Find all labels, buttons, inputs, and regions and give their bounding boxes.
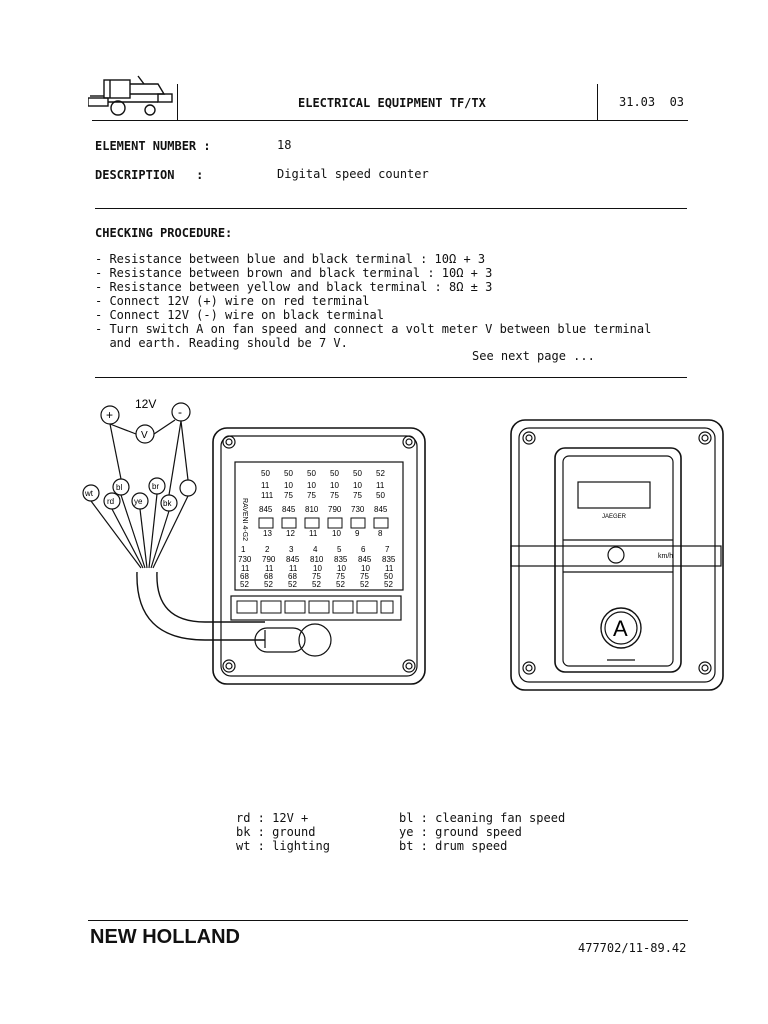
terminal-value: 730 <box>238 555 252 564</box>
see-next-page: See next page ... <box>472 349 595 363</box>
wire-label: bk <box>163 499 172 508</box>
document-title: ELECTRICAL EQUIPMENT TF/TX <box>298 96 486 110</box>
terminal-value: 75 <box>360 572 369 581</box>
terminal-value: 1 <box>241 545 246 554</box>
terminal-value: 50 <box>284 469 293 478</box>
terminal-value: 10 <box>330 481 339 490</box>
terminal-value: 845 <box>374 505 388 514</box>
combine-harvester-icon <box>88 72 174 118</box>
terminal-value: 10 <box>361 564 370 573</box>
terminal-value: 13 <box>263 529 272 538</box>
terminal-value: 790 <box>328 505 342 514</box>
terminal-value: 2 <box>265 545 270 554</box>
terminal-value: 6 <box>361 545 366 554</box>
terminal-value: 75 <box>353 491 362 500</box>
terminal-value: 68 <box>264 572 273 581</box>
terminal-value: 75 <box>336 572 345 581</box>
wire-label: wt <box>85 489 93 498</box>
description-label: DESCRIPTION : <box>95 168 204 182</box>
wiring-diagram <box>75 390 735 700</box>
terminal-value: 11 <box>261 481 270 490</box>
unit-label: km/h <box>658 553 674 560</box>
voltmeter-label: V <box>141 430 148 441</box>
terminal-value: 12 <box>286 529 295 538</box>
terminal-value: 11 <box>376 481 385 490</box>
element-number-label: ELEMENT NUMBER : <box>95 139 211 153</box>
legend-right <box>399 811 565 853</box>
terminal-value: 50 <box>307 469 316 478</box>
terminal-value: 10 <box>337 564 346 573</box>
terminal-value: 52 <box>240 580 249 589</box>
terminal-value: 845 <box>286 555 300 564</box>
terminal-value: 11 <box>289 564 298 573</box>
legend-left <box>236 811 330 853</box>
terminal-value: 835 <box>334 555 348 564</box>
footer-reference: 477702/11-89.42 <box>578 941 687 955</box>
procedure-line: - Turn switch A on fan speed and connect a volt meter V between blue terminal <box>95 322 652 336</box>
description-value: Digital speed counter <box>277 167 429 181</box>
procedure-line: - Resistance between blue and black terminal : 10Ω + 3 <box>95 252 486 266</box>
drum-icon <box>608 547 624 563</box>
terminal-value: 11 <box>309 529 318 538</box>
connector-side-label: RAVENI 4-G2 <box>241 498 248 542</box>
procedure-line: and earth. Reading should be 7 V. <box>95 336 348 350</box>
terminal-value: 3 <box>289 545 294 554</box>
terminal-value: 52 <box>312 580 321 589</box>
terminal-value: 835 <box>382 555 396 564</box>
legend-item: bt : drum speed <box>399 839 508 853</box>
legend-item: bl : cleaning fan speed <box>399 811 566 825</box>
terminal-value: 10 <box>353 481 362 490</box>
procedure-line: - Connect 12V (+) wire on red terminal <box>95 294 370 308</box>
wire-label: br <box>152 482 160 491</box>
terminal-value: 50 <box>384 572 393 581</box>
plus-label: + <box>106 408 114 422</box>
terminal-value: 845 <box>259 505 273 514</box>
terminal-value: 5 <box>337 545 342 554</box>
terminal-value: 75 <box>307 491 316 500</box>
terminal-value: 8 <box>378 529 383 538</box>
element-number-value: 18 <box>277 138 292 152</box>
minus-label: - <box>178 405 182 419</box>
terminal-value: 111 <box>261 491 274 500</box>
footer-brand: NEW HOLLAND <box>90 926 240 948</box>
terminal-value: 10 <box>307 481 316 490</box>
terminal-value: 52 <box>360 580 369 589</box>
terminal-value: 11 <box>385 564 394 573</box>
procedure-line: - Resistance between brown and black terminal : 10Ω + 3 <box>95 266 493 280</box>
header-logo <box>88 72 174 118</box>
terminal-value: 68 <box>240 572 249 581</box>
terminal-value: 9 <box>355 529 360 538</box>
terminal-value: 50 <box>261 469 270 478</box>
terminal-grid <box>238 469 396 589</box>
wire-label: rd <box>107 497 115 506</box>
terminal-value: 75 <box>312 572 321 581</box>
legend-item: rd : 12V + <box>236 811 309 825</box>
procedure-line: - Resistance between yellow and black terminal : 8Ω ± 3 <box>95 280 493 294</box>
terminal-value: 730 <box>351 505 365 514</box>
legend-item: ye : ground speed <box>399 825 522 839</box>
terminal-value: 75 <box>330 491 339 500</box>
switch-a-label: A <box>613 616 628 641</box>
procedure-heading: CHECKING PROCEDURE: <box>95 226 233 240</box>
terminal-value: 810 <box>310 555 324 564</box>
terminal-value: 52 <box>376 469 385 478</box>
document-code: 31.03 03 <box>619 95 685 109</box>
terminal-value: 52 <box>336 580 345 589</box>
terminal-value: 845 <box>282 505 296 514</box>
terminal-value: 4 <box>313 545 318 554</box>
terminal-value: 50 <box>330 469 339 478</box>
wire-label: bl <box>116 483 123 492</box>
terminal-value: 50 <box>376 491 385 500</box>
terminal-value: 10 <box>284 481 293 490</box>
terminal-value: 52 <box>264 580 273 589</box>
terminal-value: 52 <box>384 580 393 589</box>
terminal-value: 10 <box>313 564 322 573</box>
procedure-list <box>95 252 651 350</box>
terminal-value: 845 <box>358 555 372 564</box>
display-brand: JAEGER <box>602 514 627 520</box>
legend-item: wt : lighting <box>236 839 330 853</box>
legend-item: bk : ground <box>236 825 316 839</box>
terminal-value: 75 <box>284 491 293 500</box>
terminal-value: 68 <box>288 572 297 581</box>
terminal-value: 810 <box>305 505 319 514</box>
procedure-line: - Connect 12V (-) wire on black terminal <box>95 308 384 322</box>
terminal-value: 52 <box>288 580 297 589</box>
terminal-value: 50 <box>353 469 362 478</box>
terminal-value: 11 <box>241 564 250 573</box>
terminal-value: 11 <box>265 564 274 573</box>
wire-label: ye <box>134 497 143 506</box>
terminal-value: 7 <box>385 545 390 554</box>
terminal-value: 790 <box>262 555 276 564</box>
voltage-label: 12V <box>135 397 157 411</box>
terminal-value: 10 <box>332 529 341 538</box>
